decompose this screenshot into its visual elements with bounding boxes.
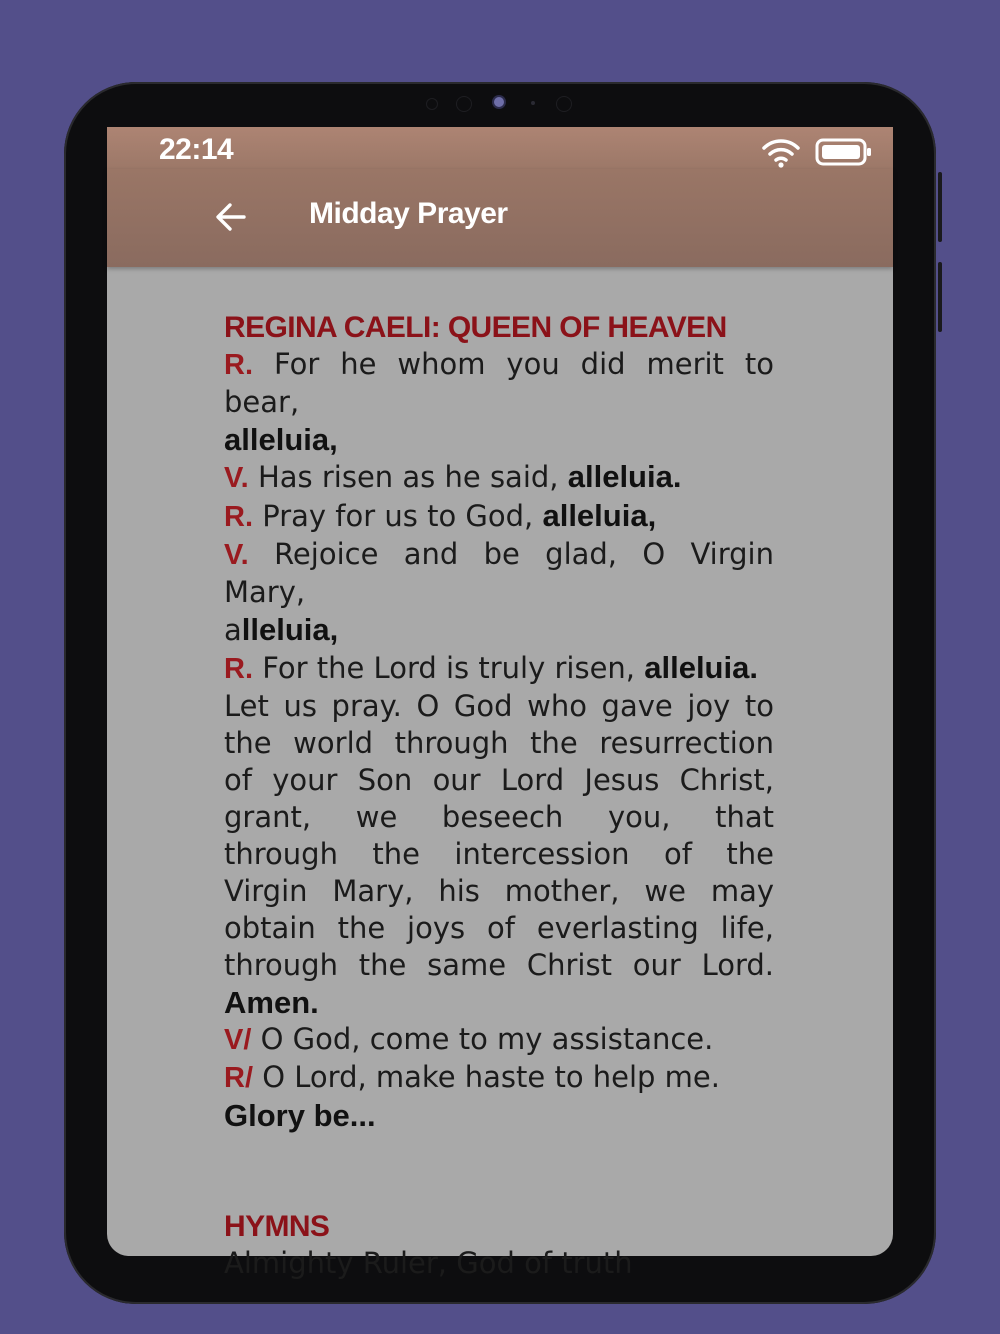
response-line: R/ O Lord, make haste to help me. <box>224 1060 720 1094</box>
versicle-marker: V. <box>224 539 249 571</box>
status-time: 22:14 <box>159 133 234 166</box>
versicle-line: V. Has risen as he said, alleluia. <box>224 459 682 494</box>
amen-line: Amen. <box>224 985 319 1020</box>
versicle-marker: V. <box>224 462 249 494</box>
text-line: bear, <box>224 385 300 419</box>
section-heading-hymns: HYMNS <box>224 1210 330 1243</box>
volume-button-2 <box>938 262 942 332</box>
camera-bar <box>64 94 936 112</box>
sensor-dot <box>556 96 572 112</box>
tablet-frame <box>64 82 936 1304</box>
text-line: Mary, <box>224 575 306 609</box>
prayer-line: obtain the joys of everlasting life, <box>224 911 774 945</box>
camera-icon <box>494 97 504 107</box>
battery-icon <box>815 137 873 171</box>
prayer-line: through the intercession of the <box>224 837 774 871</box>
response-marker: R. <box>224 349 253 381</box>
prayer-line: Let us pray. O God who gave joy to <box>224 689 774 723</box>
sensor-dot <box>531 101 535 105</box>
bold-line: alleluia, <box>224 612 339 647</box>
status-icons <box>761 136 873 172</box>
prayer-line: of your Son our Lord Jesus Christ, <box>224 763 774 797</box>
response-marker: R/ <box>224 1062 253 1094</box>
prayer-line: grant, we beseech you, that <box>224 800 774 834</box>
versicle-line: V/ O God, come to my assistance. <box>224 1022 714 1056</box>
prayer-line: Virgin Mary, his mother, we may <box>224 874 774 908</box>
arrow-left-icon <box>213 199 249 235</box>
status-bar <box>107 127 893 169</box>
volume-button <box>938 172 942 242</box>
response-line: R. For the Lord is truly risen, alleluia. <box>224 650 758 685</box>
back-button[interactable] <box>213 199 249 235</box>
response-marker: R. <box>224 501 253 533</box>
versicle-marker: V/ <box>224 1024 252 1056</box>
prayer-content <box>224 309 774 1282</box>
wifi-icon <box>761 136 801 172</box>
hymn-line: Almighty Ruler, God of truth <box>224 1246 633 1280</box>
versicle-line: V. Rejoice and be glad, O Virgin <box>224 537 774 571</box>
bold-line: alleluia, <box>224 422 338 457</box>
screen <box>107 127 893 1280</box>
prayer-line: through the same Christ our Lord. <box>224 948 774 982</box>
prayer-line: the world through the resurrection <box>224 726 774 760</box>
sensor-dot <box>456 96 472 112</box>
section-heading: REGINA CAELI: QUEEN OF HEAVEN <box>224 311 727 344</box>
page-title: Midday Prayer <box>309 197 508 230</box>
sensor-dot <box>426 98 438 110</box>
app-bar <box>107 169 893 267</box>
spacer <box>224 1134 774 1208</box>
response-line: R. Pray for us to God, alleluia, <box>224 498 657 533</box>
glory-line: Glory be... <box>224 1098 376 1133</box>
response-line: R. For he whom you did merit to <box>224 347 774 381</box>
response-marker: R. <box>224 653 253 685</box>
